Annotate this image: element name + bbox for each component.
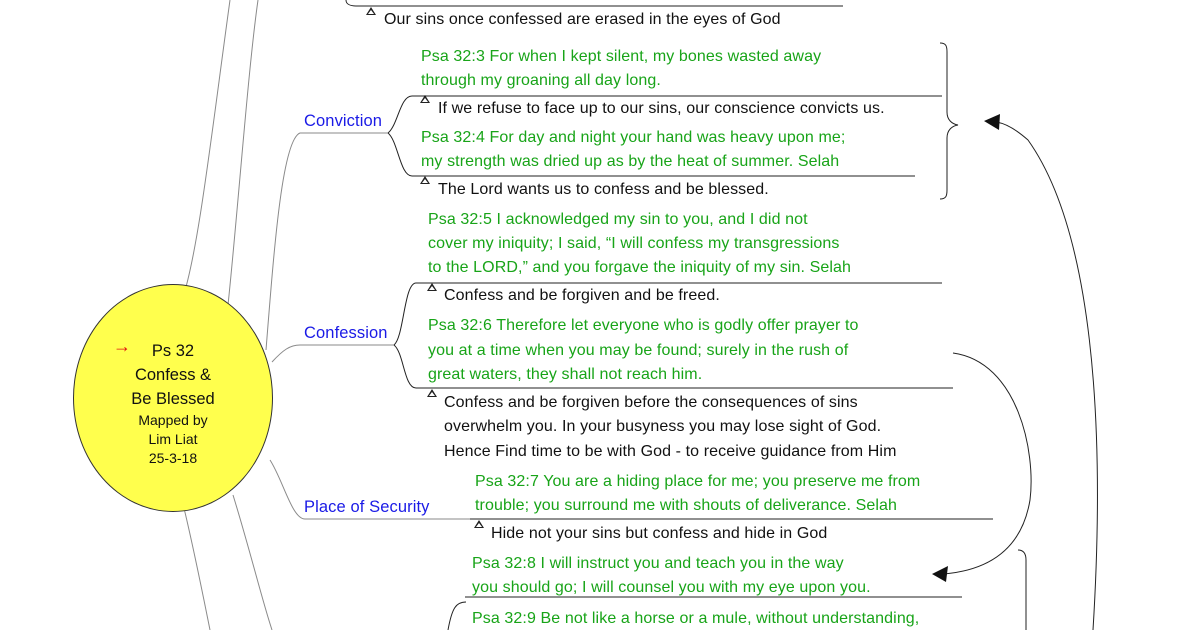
central-title-line2: Confess & [134,366,212,384]
note-marker-icon [427,283,437,291]
verse-psa32-5-line1: Psa 32:5 I acknowledged my sin to you, and I did not [428,211,808,228]
verse-psa32-3-line2: through my groaning all day long. [421,72,661,89]
conviction-connector [266,133,388,350]
verse-psa32-6-line3: great waters, they shall not reach him. [428,366,703,383]
verse-psa32-6-line2: you at a time when you may be found; surely in the rush of [428,342,849,359]
note-marker-icon [420,176,430,184]
branch-label-confession[interactable]: Confession [304,324,388,342]
note-psa32-4: The Lord wants us to confess and be blessed. [438,181,769,198]
branch-label-place-of-security[interactable]: Place of Security [304,498,430,516]
conviction-bracket [940,43,958,199]
verse-psa32-9-line1: Psa 32:9 Be not like a horse or a mule, without understanding, [472,610,920,627]
note-marker-icon [420,95,430,103]
red-arrow-icon: → [113,336,131,356]
top-verse-underline [346,0,843,6]
verse-psa32-7-line2: trouble; you surround me with shouts of deliverance. Selah [475,497,898,514]
verse-psa32-5-line3: to the LORD,” and you forgave the iniquity of my sin. Selah [428,259,852,276]
verse-psa32-4-line1: Psa 32:4 For day and night your hand was heavy upon me; [421,129,846,146]
note-marker-icon [366,7,376,15]
note-psa32-5: Confess and be forgiven and be freed. [444,287,720,304]
confession-connector [272,345,394,362]
note-psa32-7: Hide not your sins but confess and hide in God [491,525,828,542]
central-byline-line2: Lim Liat [148,431,198,447]
note-psa32-6-line2: overwhelm you. In your busyness you may lose sight of God. [444,418,882,435]
central-byline-line1: Mapped by [138,412,208,428]
verse-psa32-5-line2: cover my iniquity; I said, “I will confess my transgressions [428,235,840,252]
psa32-9-connector [448,602,466,630]
top-note: Our sins once confessed are erased in the eyes of God [384,11,781,28]
trunk-bottom-connector [233,495,272,630]
trunk-down-connector [182,500,210,630]
central-title-line1: Ps 32 [151,342,195,360]
note-psa32-3: If we refuse to face up to our sins, our conscience convicts us. [438,100,885,117]
psa32-6-to-psa32-8-arrow [944,353,1031,574]
verse-psa32-4-line2: my strength was dried up as by the heat of summer. Selah [421,153,840,170]
trunk-lower-connector [228,0,258,305]
summary-to-bracket-arrow [994,122,1097,630]
lower-bracket [1018,550,1026,630]
verse-psa32-8-line2: you should go; I will counsel you with my eye upon you. [472,579,871,596]
central-title-line3: Be Blessed [131,390,215,408]
arrowhead-bracket [984,114,1000,130]
trunk-up-connector [182,0,230,300]
central-byline-line3: 25-3-18 [148,450,198,466]
verse-psa32-7-line1: Psa 32:7 You are a hiding place for me; you preserve me from [475,473,921,490]
central-topic[interactable] [73,284,273,512]
note-psa32-6-line3: Hence Find time to be with God - to receive guidance from Him [444,443,897,460]
branch-label-conviction[interactable]: Conviction [304,112,383,130]
note-marker-icon [427,389,437,397]
verse-psa32-8-line1: Psa 32:8 I will instruct you and teach you in the way [472,555,844,572]
arrowhead-psa32-8 [932,566,948,582]
note-psa32-6-line1: Confess and be forgiven before the consequences of sins [444,394,858,411]
verse-psa32-6-line1: Psa 32:6 Therefore let everyone who is godly offer prayer to [428,317,859,334]
note-marker-icon [474,520,484,528]
verse-psa32-3-line1: Psa 32:3 For when I kept silent, my bones wasted away [421,48,822,65]
